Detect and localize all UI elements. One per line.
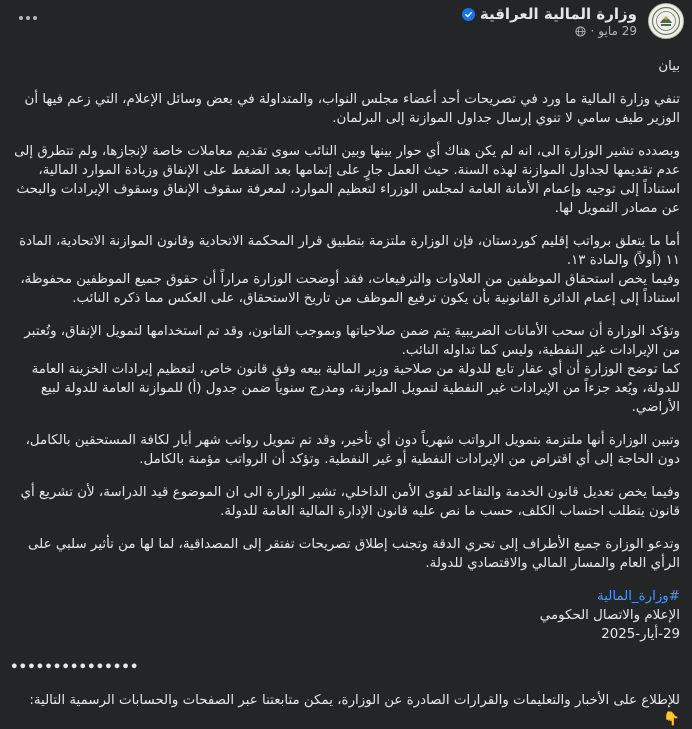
post-date: 29-أيار-2025 (601, 627, 680, 642)
ministry-seal-logo (651, 6, 681, 36)
post-paragraph: وبصدده تشير الوزارة الى، انه لم يكن هناك أي حوار بينها وبين النائب سوى تقديم معاملات خاصة لإنجازها، ولم تتطرق إلى عدم تقديمها لجداول الموازنة لهذه السنة. حيث العمل جارٍ على إتمامها بعد الضغط على الإنفاق وزيادة الموارد المالية، استناداً إلى توجيه وإعمام الأمانة العامة لمجلس الوزراء لتعظيم الموارد، لمعرفة سقوف الإنفاق وسقوف الإيرادات والبحث عن مصادر التمويل لها. (14, 144, 680, 216)
post-paragraph: تنفي وزارة المالية ما ورد في تصريحات أحد أعضاء مجلس النواب، والمتداولة في بعض وسائل الإعلام، التي زعم فيها أن الوزير طيف سامي لا تنوي إرسال جداول الموازنة إلى البرلمان. (24, 92, 680, 126)
meta-separator: · (590, 24, 595, 38)
post-timestamp[interactable]: 29 مايو (598, 24, 637, 38)
post-title: بيان (658, 59, 680, 74)
more-options-icon[interactable] (16, 6, 40, 30)
hashtag-link[interactable] (10, 587, 680, 606)
department-name: الإعلام والاتصال الحكومي (539, 608, 680, 623)
hashtag[interactable]: #وزارة_المالية (597, 589, 680, 604)
post-paragraph: وفيما يخص تعديل قانون الخدمة والتقاعد لقوى الأمن الداخلي، تشير الوزارة الى ان الموضوع قيد الدراسة، لأن تشريع أي قانون يتطلب احتساب الكلف، حسب ما نص عليه قانون الإدارة المالية العامة للدولة. (20, 485, 680, 519)
post-paragraph: كما توضح الوزارة أن أي عقار تابع للدولة من صلاحية وزير المالية بيعه وفق قانون خاص، لتعظيم إيرادات الخزينة العامة للدولة، ويُعد جزءاً من الإيرادات غير النفطية لتمويل الموازنة، ومدرج سنوياً ضمن جدول (أ) للموازنة العامة للدولة لبيع الأراضي. (31, 362, 680, 415)
globe-icon[interactable] (575, 26, 586, 37)
post-meta (575, 24, 637, 38)
post-paragraph: أما ما يتعلق برواتب إقليم كوردستان، فإن الوزارة ملتزمة بتطبيق قرار المحكمة الاتحادية وقانون الموازنة الاتحادية، المادة ١١ (أولاً) والمادة ١٣. (19, 234, 680, 268)
page-name[interactable]: وزارة المالية العراقية (479, 5, 637, 23)
post-paragraph: وتبين الوزارة أنها ملتزمة بتمويل الرواتب شهرياً دون أي تأخير، وقد تم تمويل رواتب شهر أيار لكافة المستحقين بالكامل، دون الحاجة إلى أي اقتراض من الإيرادات النفطية أو غير النفطية. وتؤكد أن الرواتب مؤمنة بالكامل. (25, 433, 680, 467)
verified-badge-icon (462, 8, 475, 21)
post-paragraph: وتؤكد الوزارة أن سحب الأمانات الضريبية يتم ضمن صلاحياتها وبموجب القانون، وقد تم استخدامها لتمويل الإنفاق، وتُعتبر من الإيرادات غير النفطية، وليس كما تداوله النائب. (24, 324, 680, 358)
post-paragraph: وتدعو الوزارة جميع الأطراف إلى تحري الدقة وتجنب إطلاق تصريحات تفتقر إلى المصداقية، لما لها من تأثير سلبي على الرأي العام والمسار المالي والاقتصادي للدولة. (27, 537, 680, 571)
footer-text: للإطلاع على الأخبار والتعليمات والقرارات الصادرة عن الوزارة، يمكن متابعتنا عبر الصفحات والحسابات الرسمية التالية: 👇 (29, 693, 680, 727)
post-header (0, 0, 692, 52)
page-name-row (462, 5, 637, 23)
avatar[interactable] (648, 3, 684, 39)
post-body (10, 57, 680, 729)
post-paragraph: وفيما يخص استحقاق الموظفين من العلاوات والترفيعات، فقد أوضحت الوزارة مراراً أن حقوق جميع الموظفين محفوظة، استناداً إلى إعمام الدائرة القانونية بأن يكون ترفيع الموظف من تاريخ الاستحقاق، على العكس مما ذكره النائب. (20, 272, 680, 306)
dots-divider: ••••••••••••••• (10, 660, 139, 675)
